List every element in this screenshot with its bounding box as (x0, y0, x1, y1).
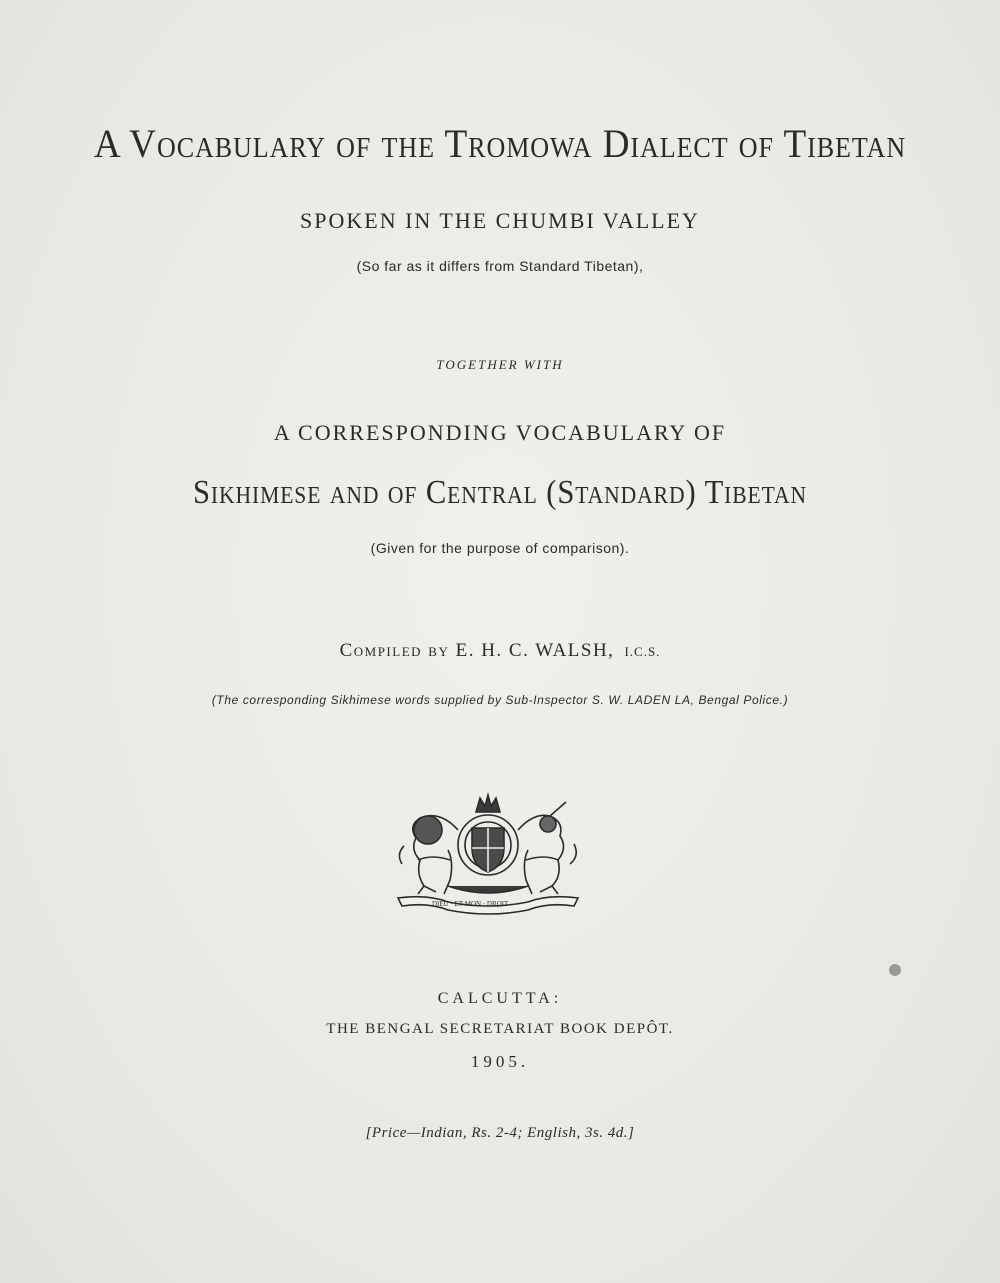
compiled-by: Compiled by E. H. C. WALSH, (339, 640, 615, 661)
supplier-note: (The corresponding Sikhimese words supplied by Sub-Inspector S. W. LADEN LA, Bengal Police.) (211, 693, 789, 707)
publication-year: 1905. (470, 1052, 530, 1071)
second-title-line2: Sikhimese and of Central (Standard) Tibetan (192, 474, 808, 511)
compiler-line (0, 640, 1000, 662)
royal-coat-of-arms-icon (388, 790, 588, 915)
publication-place: CALCUTTA: (437, 990, 563, 1007)
compiler-credential: I.C.S. (624, 644, 661, 659)
crest-motto: DIEU · ET MON · DROIT (432, 900, 509, 908)
price-line: [Price—Indian, Rs. 2-4; English, 3s. 4d.] (365, 1125, 635, 1141)
purpose-note: (Given for the purpose of comparison). (370, 540, 630, 556)
qualifier-note: (So far as it differs from Standard Tibetan), (356, 258, 644, 274)
main-title: A Vocabulary of the Tromowa Dialect of Tibetan (93, 121, 907, 166)
together-with: TOGETHER WITH (436, 357, 564, 372)
second-title-line1: A CORRESPONDING VOCABULARY OF (273, 420, 727, 445)
ink-spot (889, 964, 901, 976)
subtitle: SPOKEN IN THE CHUMBI VALLEY (300, 208, 700, 233)
publisher: THE BENGAL SECRETARIAT BOOK DEPÔT. (326, 1021, 674, 1037)
